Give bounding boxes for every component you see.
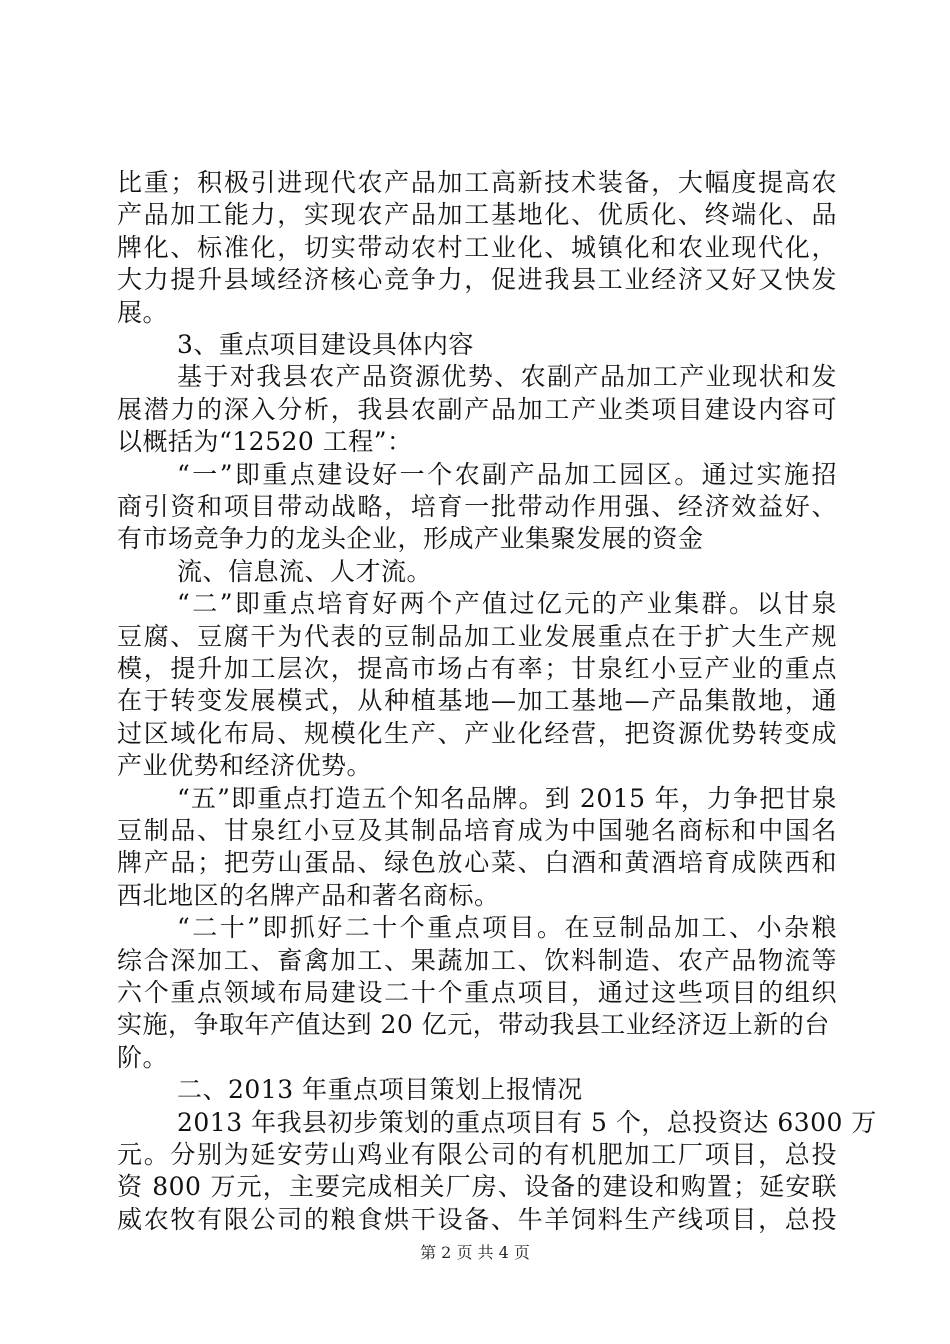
text-line: 元。分别为延安劳山鸡业有限公司的有机肥加工厂项目，总投 [117,1140,837,1169]
text-line: 基于对我县农产品资源优势、农副产品加工产业现状和发 [177,362,837,392]
text-line: 比重；积极引进现代农产品加工高新技术装备，大幅度提高农 [117,168,837,197]
text-line: 有市场竞争力的龙头企业，形成产业集聚发展的资金 [117,524,704,554]
text-line: “一”即重点建设好一个农副产品加工园区。通过实施招 [177,459,837,489]
text-line: 二、2013 年重点项目策划上报情况 [177,1075,583,1105]
page-footer: 第 2 页 共 4 页 [420,1243,530,1262]
text-line: “二”即重点培育好两个产值过亿元的产业集群。以甘泉 [177,589,837,619]
text-line: 牌化、标准化，切实带动农村工业化、城镇化和农业现代化， [117,232,837,262]
text-line: 豆腐、豆腐干为代表的豆制品加工业发展重点在于扩大生产规 [117,621,837,651]
text-line: 大力提升县域经济核心竞争力，促进我县工业经济又好又快发 [117,265,837,295]
text-line: 西北地区的名牌产品和著名商标。 [117,880,500,910]
text-line: 展。 [117,297,169,327]
text-line: 2013 年我县初步策划的重点项目有 5 个，总投资达 6300 万 [177,1107,877,1137]
text-line: 六个重点领域布局建设二十个重点项目，通过这些项目的组织 [117,978,837,1007]
text-line: 过区域化布局、规模化生产、产业化经营，把资源优势转变成 [117,718,837,748]
text-line: 豆制品、甘泉红小豆及其制品培育成为中国驰名商标和中国名 [117,816,837,845]
text-line: 产品加工能力，实现农产品加工基地化、优质化、终端化、品 [117,200,837,230]
text-line: 牌产品；把劳山蛋品、绿色放心菜、白酒和黄酒培育成陕西和 [117,848,837,878]
text-line: 产业优势和经济优势。 [117,751,373,781]
text-line: 以概括为“12520 工程”： [117,427,413,457]
text-line: 在于转变发展模式，从种植基地—加工基地—产品集散地，通 [117,686,837,716]
text-line: 展潜力的深入分析，我县农副产品加工产业类项目建设内容可 [117,394,837,424]
text-line: 3、重点项目建设具体内容 [177,330,474,359]
text-line: 资 800 万元，主要完成相关厂房、设备的建设和购置；延安联 [117,1172,837,1202]
text-line: 威农牧有限公司的粮食烘干设备、牛羊饲料生产线项目，总投 [117,1204,837,1234]
text-line: 实施，争取年产值达到 20 亿元，带动我县工业经济迈上新的台 [117,1010,830,1040]
text-line: “五”即重点打造五个知名品牌。到 2015 年，力争把甘泉 [177,783,837,813]
text-line: 商引资和项目带动战略，培育一批带动作用强、经济效益好、 [117,492,837,521]
text-line: 模，提升加工层次，提高市场占有率；甘泉红小豆产业的重点 [117,654,837,683]
text-line: 综合深加工、畜禽加工、果蔬加工、饮料制造、农产品物流等 [117,945,837,975]
text-line: 阶。 [117,1042,169,1072]
text-line: “二十”即抓好二十个重点项目。在豆制品加工、小杂粮 [177,913,837,943]
text-line: 流、信息流、人才流。 [177,556,433,586]
